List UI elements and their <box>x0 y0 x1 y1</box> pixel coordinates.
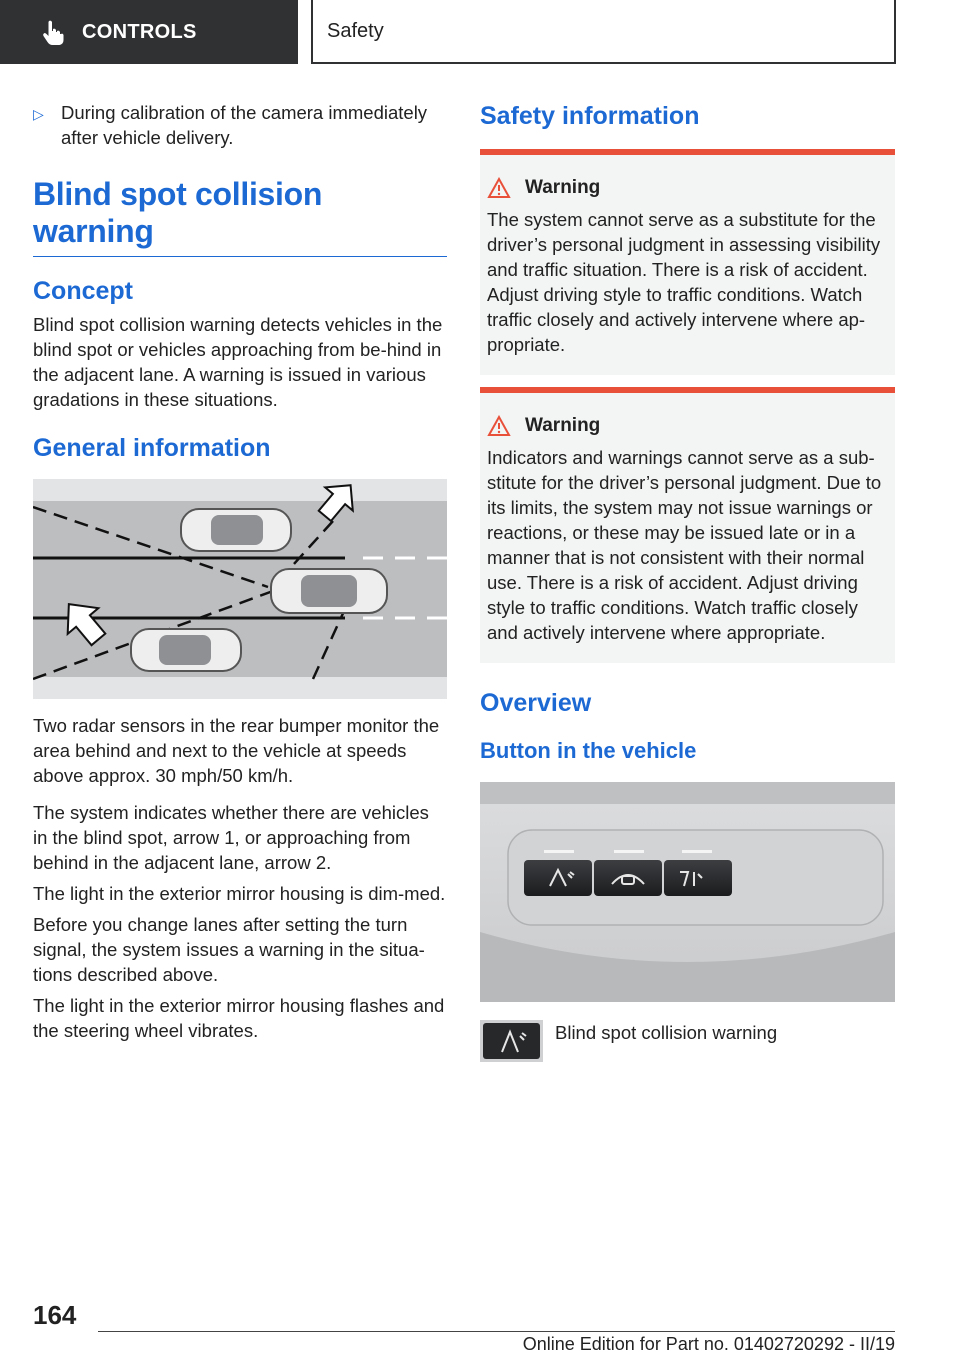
header-section-label: CONTROLS <box>82 20 197 43</box>
footer-divider <box>98 1331 895 1332</box>
legend-row <box>480 1020 895 1062</box>
car-2 <box>271 569 387 613</box>
header-section-tab[interactable] <box>0 0 298 64</box>
warning-title: Warning <box>525 415 601 436</box>
button-heading: Button in the vehicle <box>480 738 697 763</box>
header-chapter-label: Safety <box>327 19 384 42</box>
general-info-heading: General information <box>33 434 271 462</box>
legend-label: Blind spot collision warning <box>555 1022 778 1043</box>
header-chapter <box>311 0 896 64</box>
concept-heading: Concept <box>33 277 133 305</box>
blind-spot-illustration <box>33 479 447 699</box>
warning-box-1 <box>480 149 895 375</box>
pointing-hand-icon <box>40 19 66 45</box>
para-light-flashes: The light in the exterior mirror housing flashes and the steering wheel vibrates. <box>33 995 445 1041</box>
warning-text: The system cannot serve as a substitute for the driver’s personal judgment in assessing visibility and traffic situation. There is a risk of accident. Adjust driving style to traffic conditions. Watch traffic closely and actively intervene where ap-propriate. <box>487 209 881 355</box>
overview-heading: Overview <box>480 689 592 717</box>
warning-triangle-icon <box>487 177 511 199</box>
warning-box-2 <box>480 387 895 663</box>
warning-triangle-icon <box>487 415 511 437</box>
car-3 <box>131 629 241 671</box>
bullet-text: During calibration of the camera immediately after vehicle delivery. <box>61 102 428 148</box>
bullet-item <box>33 100 447 150</box>
right-column <box>480 100 895 1062</box>
para-radar-sensors: Two radar sensors in the rear bumper monitor the area behind and next to the vehicle at speeds above approx. 30 mph/50 km/h. <box>33 715 440 786</box>
vehicle-button-photo <box>480 782 895 1002</box>
warning-text: Indicators and warnings cannot serve as a sub-stitute for the driver’s personal judgment. Due to its limits, the system may not issue warnings or reactions, or these may be issued late or in a manner that is not consistent with their normal use. There is a risk of accident. Adjust driving style to traffic conditions. Watch traffic closely and actively intervene where appropriate. <box>487 447 882 643</box>
warning-title: Warning <box>525 177 601 198</box>
left-column <box>33 100 447 1049</box>
car-1 <box>181 509 291 551</box>
bullet-triangle-icon: ▷ <box>33 106 44 122</box>
para-system-indicates: The system indicates whether there are vehicles in the blind spot, arrow 1, or approaching from behind in the adjacent lane, arrow 2. <box>33 802 429 873</box>
concept-text: Blind spot collision warning detects vehicles in the blind spot or vehicles approaching from be-hind in the adjacent lane. A warning is issued in various gradations in these situations. <box>33 314 443 410</box>
section-title: Blind spot collision warning <box>33 176 447 257</box>
blind-spot-warning-icon <box>480 1020 543 1062</box>
footer-edition: Online Edition for Part no. 01402720292 - II/19 <box>522 1334 895 1354</box>
para-change-lanes: Before you change lanes after setting the turn signal, the system issues a warning in the situa-tions described above. <box>33 914 425 985</box>
page-number: 164 <box>33 1300 77 1330</box>
safety-info-heading: Safety information <box>480 102 700 130</box>
para-light-dimmed: The light in the exterior mirror housing is dim-med. <box>33 883 446 904</box>
